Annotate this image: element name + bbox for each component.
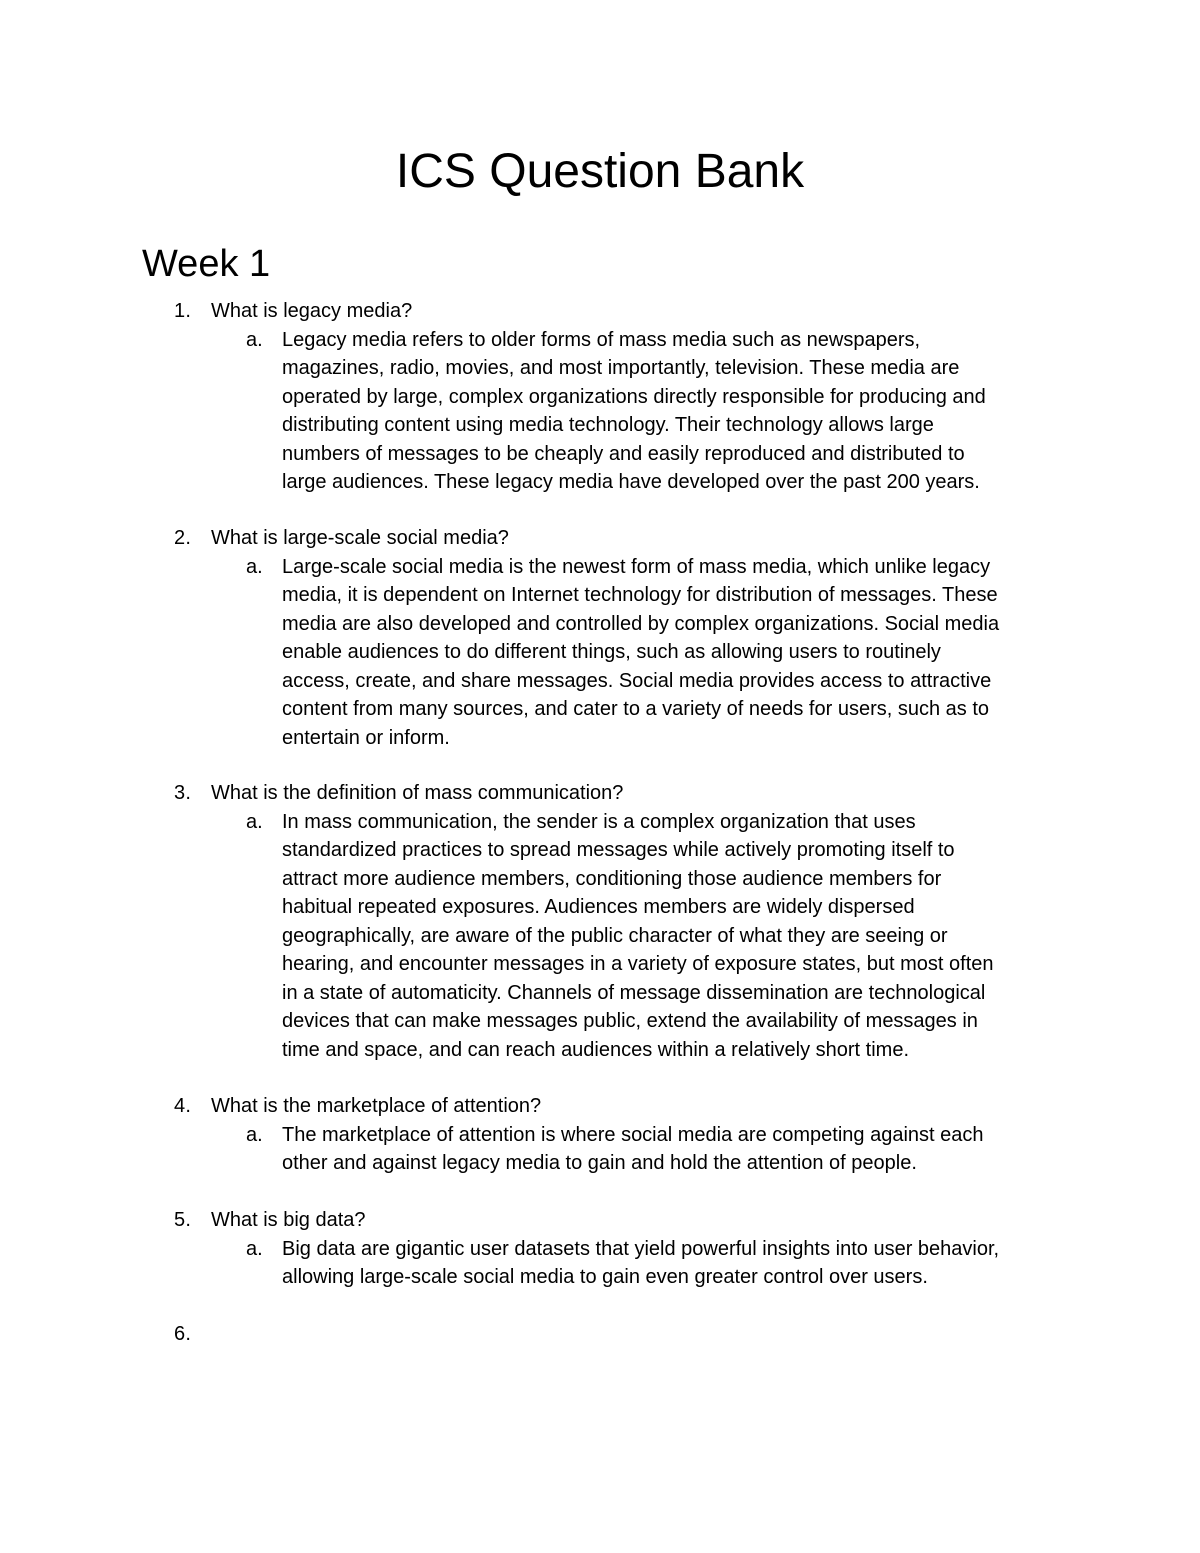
answer-text xyxy=(282,1121,1072,1178)
question-number: 4. xyxy=(174,1095,192,1117)
answer-line: media, it is dependent on Internet technology for distribution of messages. These xyxy=(282,584,998,606)
answer-line: geographically, are aware of the public character of what they are seeing or xyxy=(282,924,948,947)
question-text: What is legacy media? xyxy=(211,300,413,322)
answer-line: Legacy media refers to older forms of mass media such as newspapers, xyxy=(282,328,921,351)
question-number: 6. xyxy=(174,1323,192,1345)
answer-text xyxy=(282,1235,1072,1292)
answer-line: distributing content using media technology. Their technology allows large xyxy=(282,414,934,436)
answer-line: allowing large-scale social media to gain even greater control over users. xyxy=(282,1266,928,1288)
answer-text xyxy=(282,808,1072,1065)
answer-text xyxy=(282,326,1072,497)
answer-letter: a. xyxy=(246,328,263,351)
question-text: What is big data? xyxy=(211,1209,366,1231)
answer-line: entertain or inform. xyxy=(282,726,450,749)
answer-line: habitual repeated exposures. Audiences members are widely dispersed xyxy=(282,896,915,918)
answer-line: enable audiences to do different things, such as allowing users to routinely xyxy=(282,641,941,663)
answer-line: content from many sources, and cater to a variety of needs for users, such as to xyxy=(282,698,990,720)
question-text: What is the marketplace of attention? xyxy=(211,1095,542,1117)
answer-line: other and against legacy media to gain and hold the attention of people. xyxy=(282,1152,917,1174)
answer-line: access, create, and share messages. Social media provides access to attractive xyxy=(282,669,992,692)
answer-line: standardized practices to spread messages while actively promoting itself to xyxy=(282,839,955,861)
answer-line: large audiences. These legacy media have developed over the past 200 years. xyxy=(282,471,980,493)
answer-line: devices that can make messages public, extend the availability of messages in xyxy=(282,1010,978,1032)
answer-line: Big data are gigantic user datasets that yield powerful insights into user behavior, xyxy=(282,1237,1000,1260)
document-title: ICS Question Bank xyxy=(395,145,805,198)
answer-line: The marketplace of attention is where social media are competing against each xyxy=(282,1123,984,1146)
question-number: 3. xyxy=(174,782,192,804)
question-number: 5. xyxy=(174,1209,192,1231)
answer-line: In mass communication, the sender is a complex organization that uses xyxy=(282,810,916,833)
answer-line: operated by large, complex organizations directly responsible for producing and xyxy=(282,385,986,408)
question-text: What is the definition of mass communication? xyxy=(211,782,624,804)
question-text: What is large-scale social media? xyxy=(211,527,509,549)
answer-line: numbers of messages to be cheaply and easily reproduced and distributed to xyxy=(282,442,965,465)
answer-line: Large-scale social media is the newest form of mass media, which unlike legacy xyxy=(282,555,991,578)
answer-letter: a. xyxy=(246,1237,263,1260)
answer-letter: a. xyxy=(246,810,263,833)
answer-line: time and space, and can reach audiences within a relatively short time. xyxy=(282,1038,910,1061)
answer-letter: a. xyxy=(246,555,263,578)
answer-text xyxy=(282,553,1072,753)
answer-letter: a. xyxy=(246,1123,263,1146)
answer-line: magazines, radio, movies, and most importantly, television. These media are xyxy=(282,357,960,379)
answer-line: hearing, and encounter messages in a variety of exposure states, but most often xyxy=(282,953,994,975)
answer-line: in a state of automaticity. Channels of message dissemination are technological xyxy=(282,981,986,1004)
section-heading-week: Week 1 xyxy=(142,243,271,285)
question-number: 2. xyxy=(174,527,192,549)
answer-line: attract more audience members, conditioning those audience members for xyxy=(282,867,942,890)
question-number: 1. xyxy=(174,300,192,322)
answer-line: media are also developed and controlled by complex organizations. Social media xyxy=(282,612,1000,635)
